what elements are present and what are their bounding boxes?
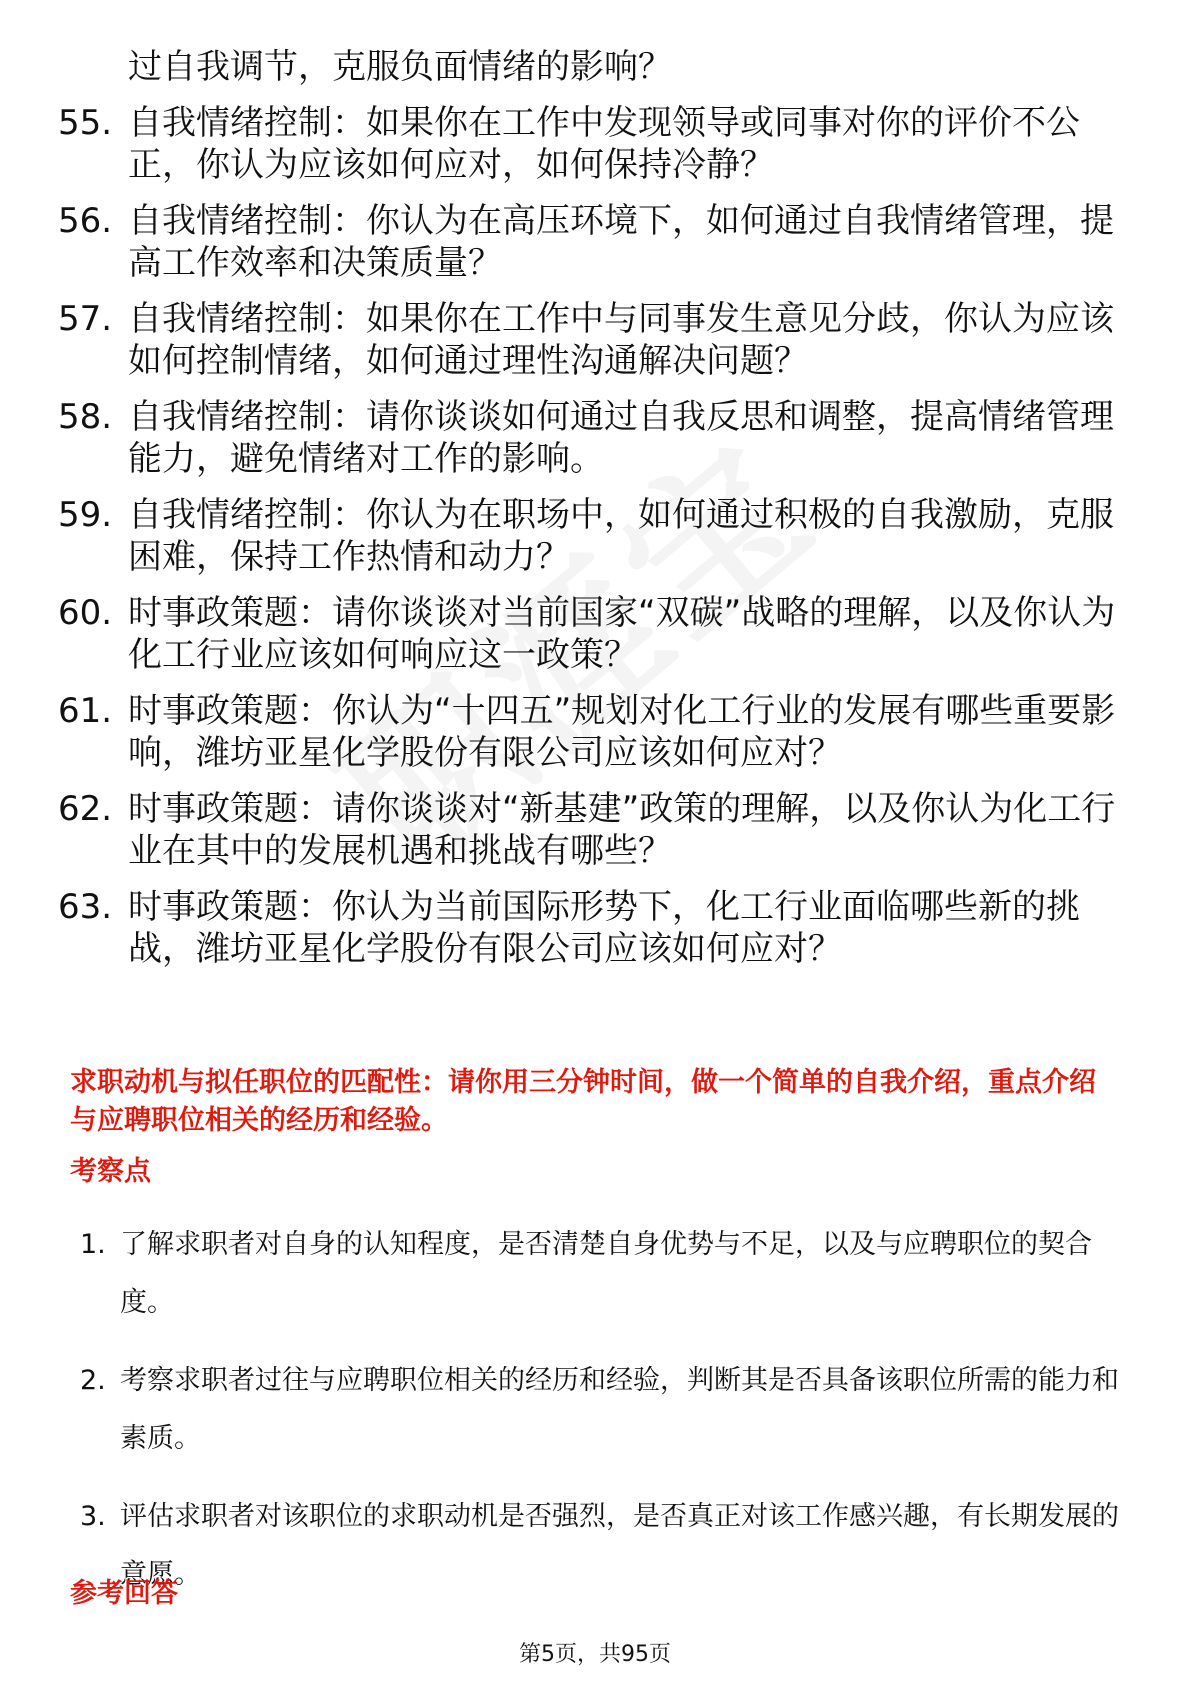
section-title: 求职动机与拟任职位的匹配性：请你用三分钟时间，做一个简单的自我介绍，重点介绍与应聘职位相关的经历和经验。: [70, 1067, 1096, 1136]
question-list: [58, 46, 1118, 984]
question-text: 自我情绪控制：如果你在工作中发现领导或同事对你的评价不公正，你认为应该如何应对，如何保持冷静？: [128, 103, 1080, 185]
page-number-footer: 第5页，共95页: [519, 1642, 671, 1667]
points-heading: 考察点: [70, 1156, 151, 1187]
question-number: 55.: [58, 103, 113, 143]
point-number: 3.: [80, 1501, 106, 1532]
point-item: [80, 1216, 1120, 1332]
question-item: [58, 200, 1118, 284]
question-item: [58, 298, 1118, 382]
question-item: [58, 788, 1118, 872]
question-number: 60.: [58, 593, 113, 633]
question-item: [58, 396, 1118, 480]
answer-heading: 参考回答: [70, 1578, 178, 1609]
question-text: 自我情绪控制：请你谈谈如何通过自我反思和调整，提高情绪管理能力，避免情绪对工作的影响。: [128, 397, 1114, 479]
question-item: [58, 494, 1118, 578]
question-item: [58, 102, 1118, 186]
question-number: 61.: [58, 691, 113, 731]
question-item: [58, 886, 1118, 970]
question-number: 59.: [58, 495, 113, 535]
question-text: 时事政策题：请你谈谈对“新基建”政策的理解，以及你认为化工行业在其中的发展机遇和挑战有哪些？: [128, 789, 1116, 871]
point-text: 了解求职者对自身的认知程度，是否清楚自身优势与不足，以及与应聘职位的契合度。: [120, 1229, 1092, 1318]
question-number: 58.: [58, 397, 113, 437]
question-item: [58, 690, 1118, 774]
question-continuation: 过自我调节，克服负面情绪的影响？: [128, 47, 672, 87]
question-text: 时事政策题：你认为“十四五”规划对化工行业的发展有哪些重要影响，潍坊亚星化学股份有限公司应该如何应对？: [128, 691, 1116, 773]
question-item: [58, 592, 1118, 676]
question-number: 63.: [58, 887, 113, 927]
question-number: 62.: [58, 789, 113, 829]
points-list: [80, 1216, 1120, 1624]
point-item: [80, 1352, 1120, 1468]
question-text: 自我情绪控制：你认为在职场中，如何通过积极的自我激励，克服困难，保持工作热情和动力？: [128, 495, 1114, 577]
point-item: [80, 1488, 1120, 1604]
point-text: 考察求职者过往与应聘职位相关的经历和经验，判断其是否具备该职位所需的能力和素质。: [120, 1365, 1119, 1454]
question-number: 56.: [58, 201, 113, 241]
question-text: 自我情绪控制：你认为在高压环境下，如何通过自我情绪管理，提高工作效率和决策质量？: [128, 201, 1114, 283]
point-text: 评估求职者对该职位的求职动机是否强烈，是否真正对该工作感兴趣，有长期发展的意愿。: [120, 1501, 1119, 1590]
point-number: 2.: [80, 1365, 106, 1396]
point-number: 1.: [80, 1229, 106, 1260]
question-text: 自我情绪控制：如果你在工作中与同事发生意见分歧，你认为应该如何控制情绪，如何通过理性沟通解决问题？: [128, 299, 1114, 381]
question-text: 时事政策题：你认为当前国际形势下，化工行业面临哪些新的挑战，潍坊亚星化学股份有限公司应该如何应对？: [128, 887, 1080, 969]
question-text: 时事政策题：请你谈谈对当前国家“双碳”战略的理解，以及你认为化工行业应该如何响应这一政策？: [128, 593, 1116, 675]
question-number: 57.: [58, 299, 113, 339]
